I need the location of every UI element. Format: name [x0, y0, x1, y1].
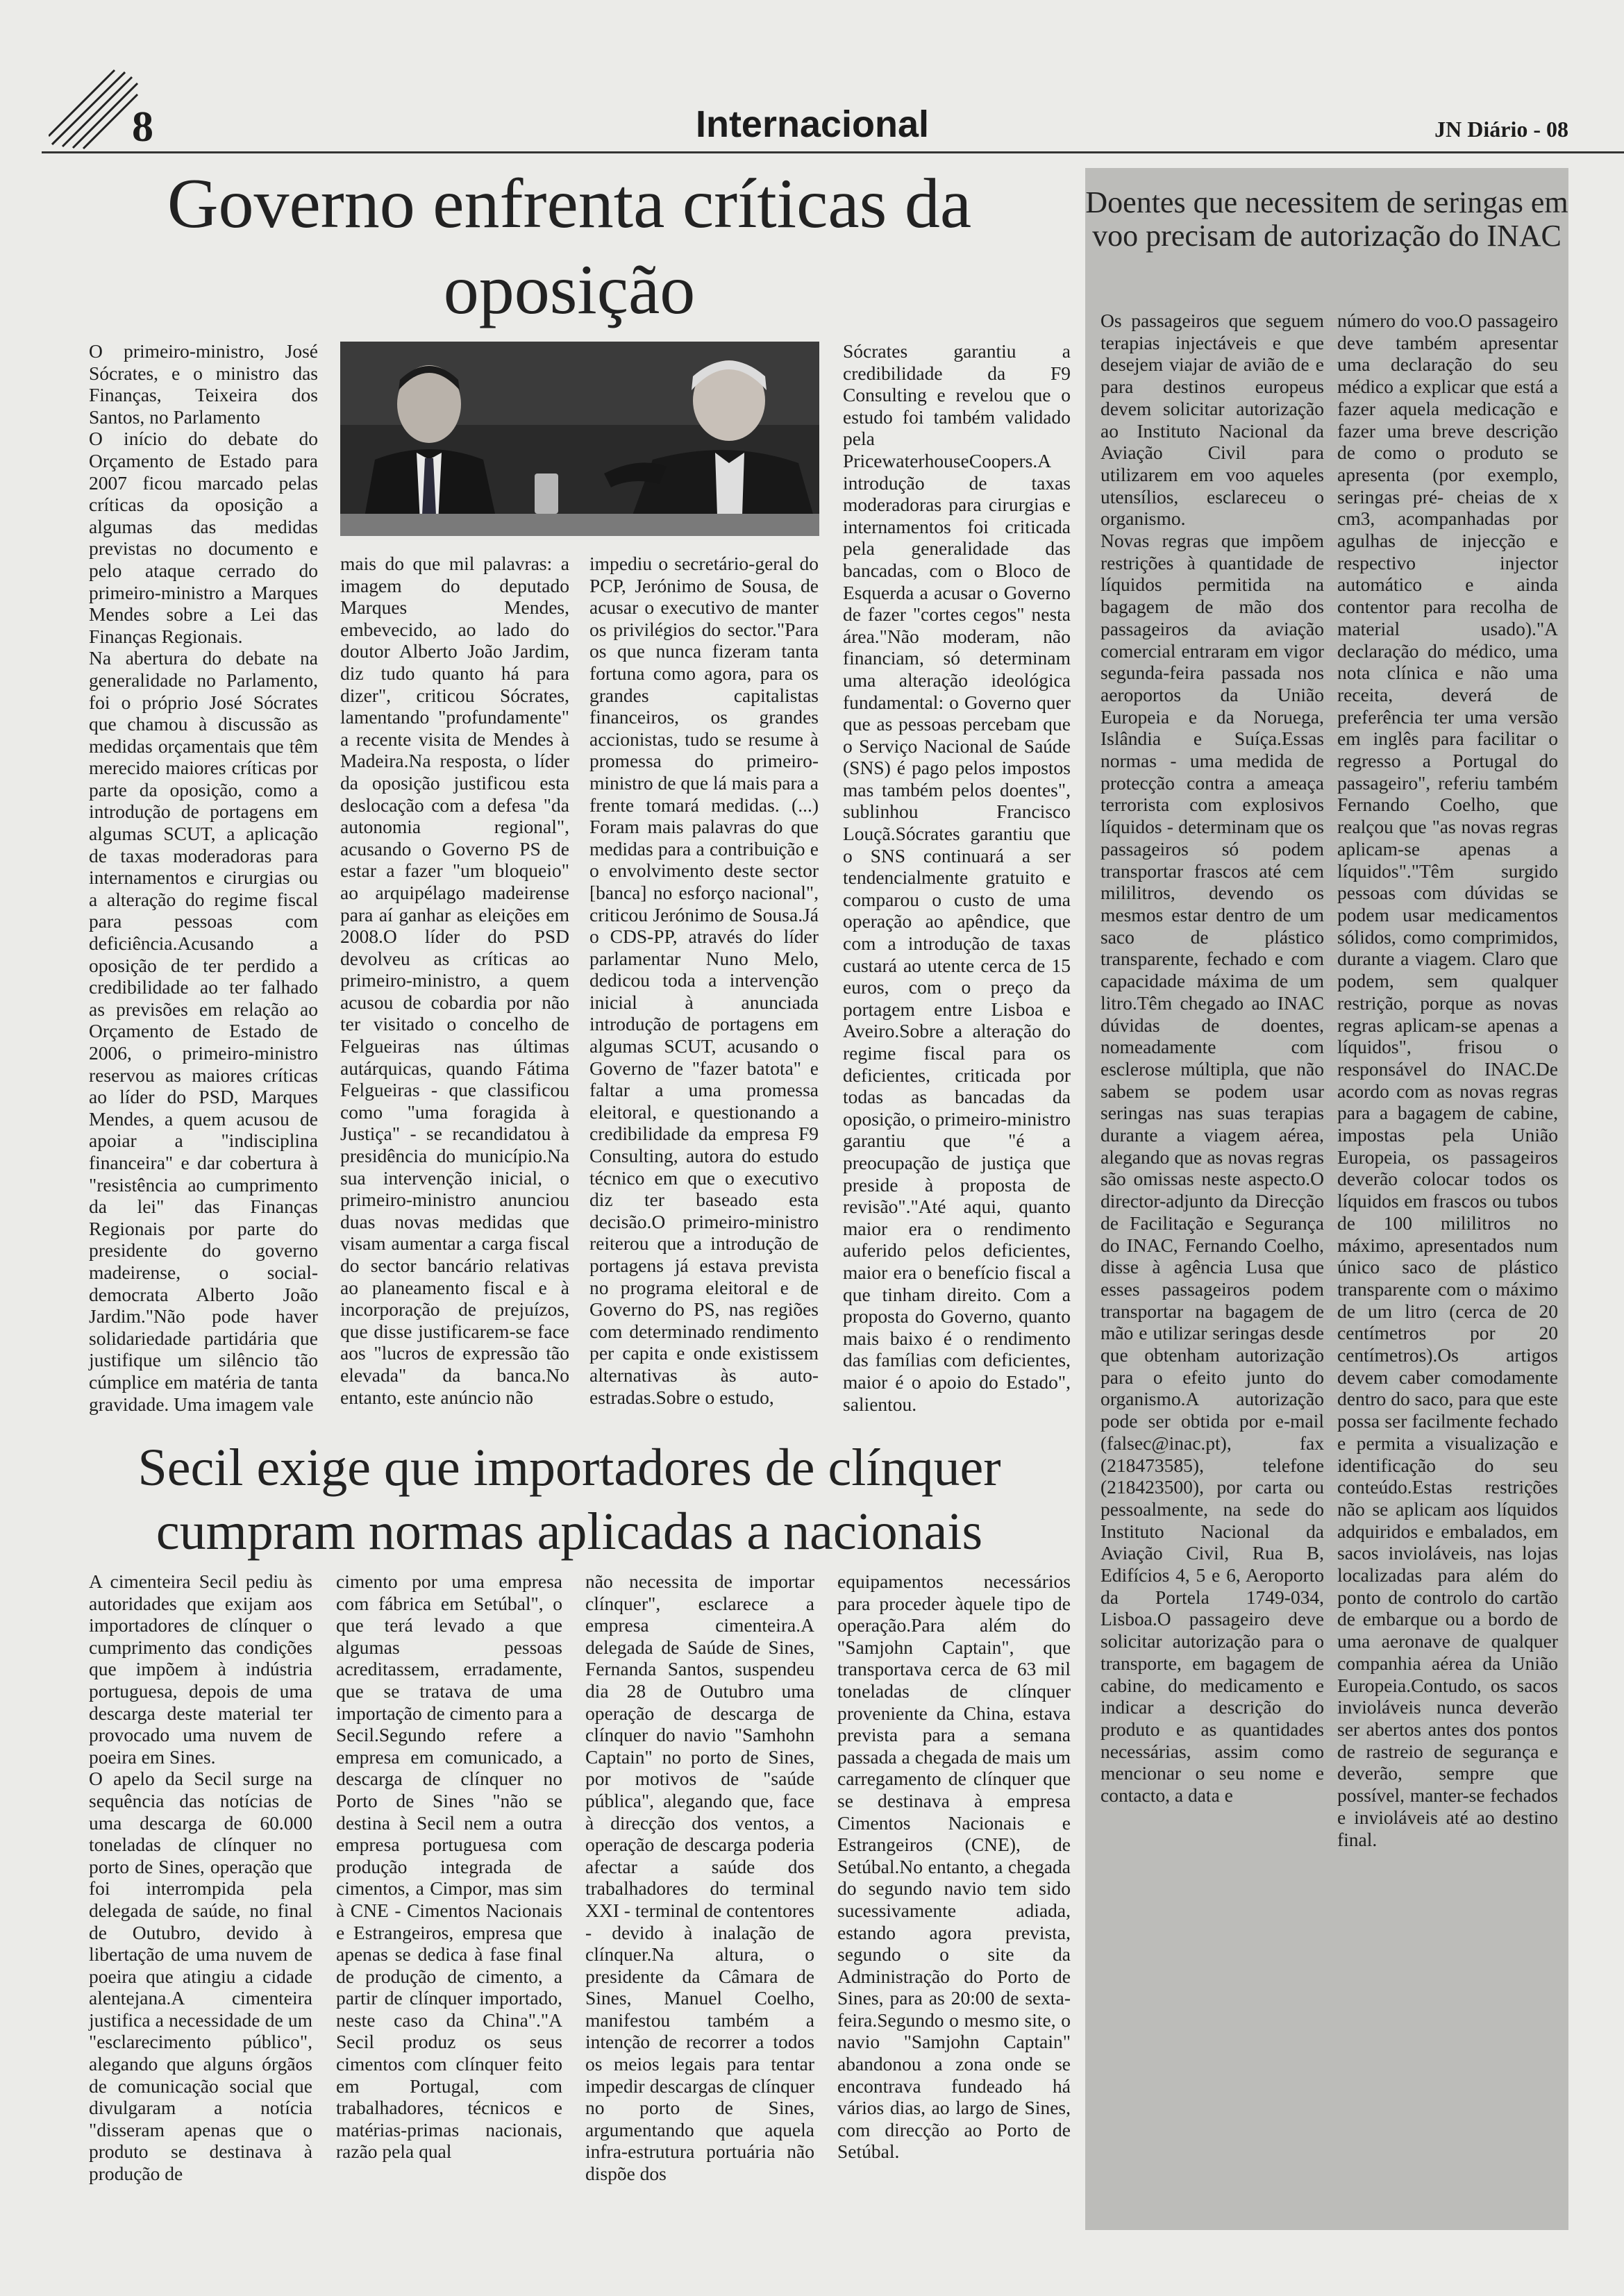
article2-column-3: não necessita de importar clínquer", esclarece a empresa cimenteira.A delegada de Saúde de Sines, Fernanda Santos, suspendeu dia 28 de Outubro uma operação de descarga de clínquer do navio "Samhohn Captain" no porto de Sines, por motivos de "saúde pública", alegando que, face à direcção dos ventos, a operação de descarga poderia afectar a saúde dos trabalhadores do terminal XXI - terminal de contentores - devido à inalação de clínquer.Na altura, o presidente da Câmara de Sines, Manuel Coelho, manifestou também a intenção de recorrer a todos os meios legais para tentar impedir descargas de clínquer no porto de Sines, argumentando que aquela infra-estrutura portuária não dispõe dos — [585, 1570, 814, 2185]
article1-column-1: O primeiro-ministro, José Sócrates, e o ministro das Finanças, Teixeira dos Santos, no Parlamento O início do debate do Orçamento de Estado para 2007 ficou marcado pelas críticas da oposição a algumas das medidas previstas no documento e pelo ataque cerrado do primeiro-ministro a Marques Mendes sobre a Lei das Finanças Regionais. Na abertura do debate na generalidade no Parlamento, foi o próprio José Sócrates que chamou à discussão as medidas orçamentais que têm merecido maiores críticas por parte da oposição, como a introdução de portagens em algumas SCUT, a aplicação de taxas moderadoras para internamentos e cirurgias ou a alteração do regime fiscal para pessoas com deficiência.Acusando a oposição de ter perdido a credibilidade ao ter falhado as previsões em relação ao Orçamento de Estado de 2006, o primeiro-ministro reservou as maiores críticas ao líder do PSD, Marques Mendes, a quem acusou de apoiar a "indisciplina financeira" e dar cobertura à "resistência ao cumprimento da lei" das Finanças Regionais por parte do presidente do governo madeirense, o social-democrata Alberto João Jardim."Não pode haver solidariedade partidária que justifique um silêncio tão cúmplice em matéria de tanta gravidade. Uma imagem vale — [89, 340, 318, 1415]
article2-column-2: cimento por uma empresa com fábrica em Setúbal", o que terá levado a que algumas pessoas acreditassem, erradamente, que se tratava de uma importação de cimento para a Secil.Segundo refere a empresa em comunicado, a descarga de clínquer no Porto de Sines "não se destina à Secil nem a outra empresa portuguesa com produção integrada de cimentos, a Cimpor, mas sim à CNE - Cimentos Nacionais e Estrangeiros, empresa que apenas se dedica à fase final de produção de cimento, a partir de clínquer importado, neste caso da China"."A Secil produz os seus cimentos com clínquer feito em Portugal, com trabalhadores, técnicos e matérias-primas nacionais, razão pela qual — [336, 1570, 562, 2163]
newspaper-logo-stripes-icon — [49, 67, 139, 150]
edition-label: JN Diário - 08 — [1434, 117, 1568, 142]
sidebar-headline: Doentes que necessitem de seringas em voo precisam de autorização do INAC — [1085, 185, 1568, 253]
article2-column-1: A cimenteira Secil pediu às autoridades que exijam aos importadores de clínquer o cumprimento das condições que impõem à indústria portuguesa, depois de uma descarga deste material ter provocado uma nuvem de poeira em Sines. O apelo da Secil surge na sequência das notícias de uma descarga de 60.000 toneladas de clínquer no porto de Sines, operação que foi interrompida pela delegada de saúde, no final de Outubro, devido à libertação de uma nuvem de poeira que atingiu a cidade alentejana.A cimenteira justifica a necessidade de um "esclarecimento público", alegando que alguns órgãos de comunicação social que divulgaram a notícia "disseram apenas que o produto se destinava à produção de — [89, 1570, 312, 2185]
header-rule — [42, 151, 1624, 153]
section-title: Internacional — [695, 103, 930, 145]
article1-column-3: impediu o secretário-geral do PCP, Jerónimo de Sousa, de acusar o executivo de manter os privilégios do sector."Para os que nunca fizeram tanta fortuna como agora, para os grandes capitalistas financeiros, os grandes accionistas, tudo se resume à promessa do primeiro-ministro de que lá mais para a frente tomará medidas. (...) Foram mais palavras do que medidas para a contribuição e o envolvimento deste sector [banca] no esforço nacional", criticou Jerónimo de Sousa.Já o CDS-PP, através do líder parlamentar Nuno Melo, dedicou toda a intervenção inicial à anunciada introdução de portagens em algumas SCUT, acusando o Governo de "fazer batota" e faltar a uma promessa eleitoral, e questionando a credibilidade da empresa F9 Consulting, autora do estudo técnico em que o executivo diz ter baseado esta decisão.O primeiro-ministro reiterou que a introdução de portagens já estava prevista no programa eleitoral e de Governo do PS, nas regiões com determinado rendimento per capita e onde existissem alternativas às auto-estradas.Sobre o estudo, — [589, 553, 819, 1408]
article1-photo — [340, 342, 819, 536]
page-number: 8 — [132, 103, 153, 151]
article1-column-4: Sócrates garantiu a credibilidade da F9 Consulting e revelou que o estudo foi também validado pela PricewaterhouseCoopers.A introdução de taxas moderadoras para cirurgias e internamentos foi criticada pela generalidade das bancadas, com o Bloco de Esquerda a acusar o Governo de fazer "cortes cegos" nesta área."Não moderam, não financiam, só determinam uma alteração ideológica fundamental: o Governo quer que as pessoas percebam que o Serviço Nacional de Saúde (SNS) é pago pelos impostos mas também pelos doentes", sublinhou Francisco Louçã.Sócrates garantiu que o SNS continuará a ser tendencialmente gratuito e comparou o custo de uma operação ao apêndice, que com a introdução de taxas custará ao utente cerca de 15 euros, com o preço da portagem entre Lisboa e Aveiro.Sobre a alteração do regime fiscal para os deficientes, criticada por todas as bancadas da oposição, o primeiro-ministro garantiu que "é a preocupação de justiça que preside à proposta de revisão"."Até aqui, quanto maior era o rendimento auferido pelos deficientes, maior era o benefício fiscal a que tinham direito. Com a proposta do Governo, quanto mais baixo é o rendimento das famílias com deficientes, maior é o apoio do Estado", salientou. — [843, 340, 1071, 1415]
sidebar-column-2: número do voo.O passageiro deve também apresentar uma declaração do seu médico a explicar que está a fazer aquela medicação e fazer uma breve descrição de como o produto se apresenta (por exemplo, seringas pré- cheias de x cm3, acompanhadas por agulhas de injecção e respectivo injector automático e ainda contentor para recolha de material usado)."A declaração do médico, uma nota clínica e não uma receita, deverá de preferência ter uma versão em inglês para facilitar o regresso a Portugal do passageiro", referiu também Fernando Coelho, que realçou que "as novas regras aplicam-se apenas a líquidos"."Têm surgido pessoas com dúvidas se podem usar medicamentos sólidos, como comprimidos, durante a viagem. Claro que podem, sem qualquer restrição, porque as novas regras aplicam-se apenas a líquidos", frisou o responsável do INAC.De acordo com as novas regras para a bagagem de cabine, impostas pela União Europeia, os passageiros deverão colocar todos os líquidos em frascos ou tubos de 100 mililitros no máximo, apresentados num único saco de plástico transparente com o máximo de um litro (cerca de 20 centímetros por 20 centímetros).Os artigos devem caber comodamente dentro do saco, para que este possa ser facilmente fechado e permita a visualização e identificação do seu conteúdo.Estas restrições não se aplicam aos líquidos adquiridos e embalados, em sacos invioláveis, nas lojas localizadas para além do ponto de controlo do cartão de embarque ou a bordo de uma aeronave de qualquer companhia aérea da União Europeia.Contudo, os sacos invioláveis nunca deverão ser abertos antes dos pontos de rastreio de segurança e deverão, sempre que possível, manter-se fechados e invioláveis até ao destino final. — [1337, 310, 1558, 1850]
article2-headline: Secil exige que importadores de clínquer cumpram normas aplicadas a nacionais — [137, 1439, 1001, 1561]
sidebar-column-1: Os passageiros que seguem terapias injectáveis e que desejem viajar de avião de e para destinos europeus devem solicitar autorização ao Instituto Nacional da Aviação Civil para utilizarem em voo aqueles utensílios, esclareceu o organismo. Novas regras que impõem restrições à quantidade de líquidos permitida na bagagem de mão dos passageiros da aviação comercial entraram em vigor segunda-feira passada nos aeroportos da União Europeia e da Noruega, Islândia e Suíça.Essas normas - uma medida de protecção contra a ameaça terrorista com explosivos líquidos - determinam que os passageiros só podem transportar frascos até cem mililitros, devendo os mesmos estar dentro de um saco de plástico transparente, fechado e com capacidade máxima de um litro.Têm chegado ao INAC dúvidas de doentes, nomeadamente com esclerose múltipla, que não sabem se podem usar seringas nas suas terapias durante a viagem aérea, alegando que as novas regras são omissas neste aspecto.O director-adjunto da Direcção de Facilitação e Segurança do INAC, Fernando Coelho, disse à agência Lusa que esses passageiros podem transportar na bagagem de mão e utilizar seringas desde que obtenham autorização para o efeito junto do organismo.A autorização pode ser obtida por e-mail (falsec@inac.pt), fax (218473585), telefone (218423500), por carta ou pessoalmente, na sede do Instituto Nacional da Aviação Civil, Rua B, Edifícios 4, 5 e 6, Aeroporto da Portela 1749-034, Lisboa.O passageiro deve solicitar autorização para o transporte, em bagagem de cabine, do medicamento e indicar a descrição do produto e as quantidades necessárias, assim como mencionar o seu nome e contacto, a data e — [1100, 310, 1324, 1807]
article1-column-2: mais do que mil palavras: a imagem do deputado Marques Mendes, embevecido, ao lado do doutor Alberto João Jardim, diz tudo quanto há para dizer", criticou Sócrates, lamentando "profundamente" a recente visita de Mendes à Madeira.Na resposta, o líder da oposição justificou esta deslocação com a defesa "da autonomia regional", acusando o Governo PS de estar a fazer "um bloqueio" ao arquipélago madeirense para aí ganhar as eleições em 2008.O líder do PSD devolveu as críticas ao primeiro-ministro, a quem acusou de cobardia por não ter visitado o concelho de Felgueiras nas últimas autárquicas, quando Fátima Felgueiras - que classificou como "uma foragida à Justiça" - se recandidatou à presidência do município.Na sua intervenção inicial, o primeiro-ministro anunciou duas novas medidas que visam aumentar a carga fiscal do sector bancário relativas ao planeamento fiscal e à incorporação de prejuízos, que disse justificarem-se face aos "lucros de expressão tão elevada" da banca.No entanto, este anúncio não — [340, 553, 569, 1408]
article1-headline: Governo enfrenta críticas da oposição — [167, 165, 972, 329]
photo-ministers-parliament-icon — [340, 342, 819, 536]
article2-column-4: equipamentos necessários para proceder àquele tipo de operação.Para além do "Samjohn Captain", que transportava cerca de 63 mil toneladas de clínquer proveniente da China, estava prevista para a semana passada a chegada de mais um carregamento de clínquer que se destinava à empresa Cimentos Nacionais e Estrangeiros (CNE), de Setúbal.No entanto, a chegada do segundo navio tem sido sucessivamente adiada, estando agora prevista, segundo o site da Administração do Porto de Sines, para as 20:00 de sexta-feira.Segundo o mesmo site, o navio "Samjohn Captain" abandonou a zona onde se encontrava fundeado há vários dias, ao largo de Sines, com direcção ao Porto de Setúbal. — [837, 1570, 1071, 2163]
